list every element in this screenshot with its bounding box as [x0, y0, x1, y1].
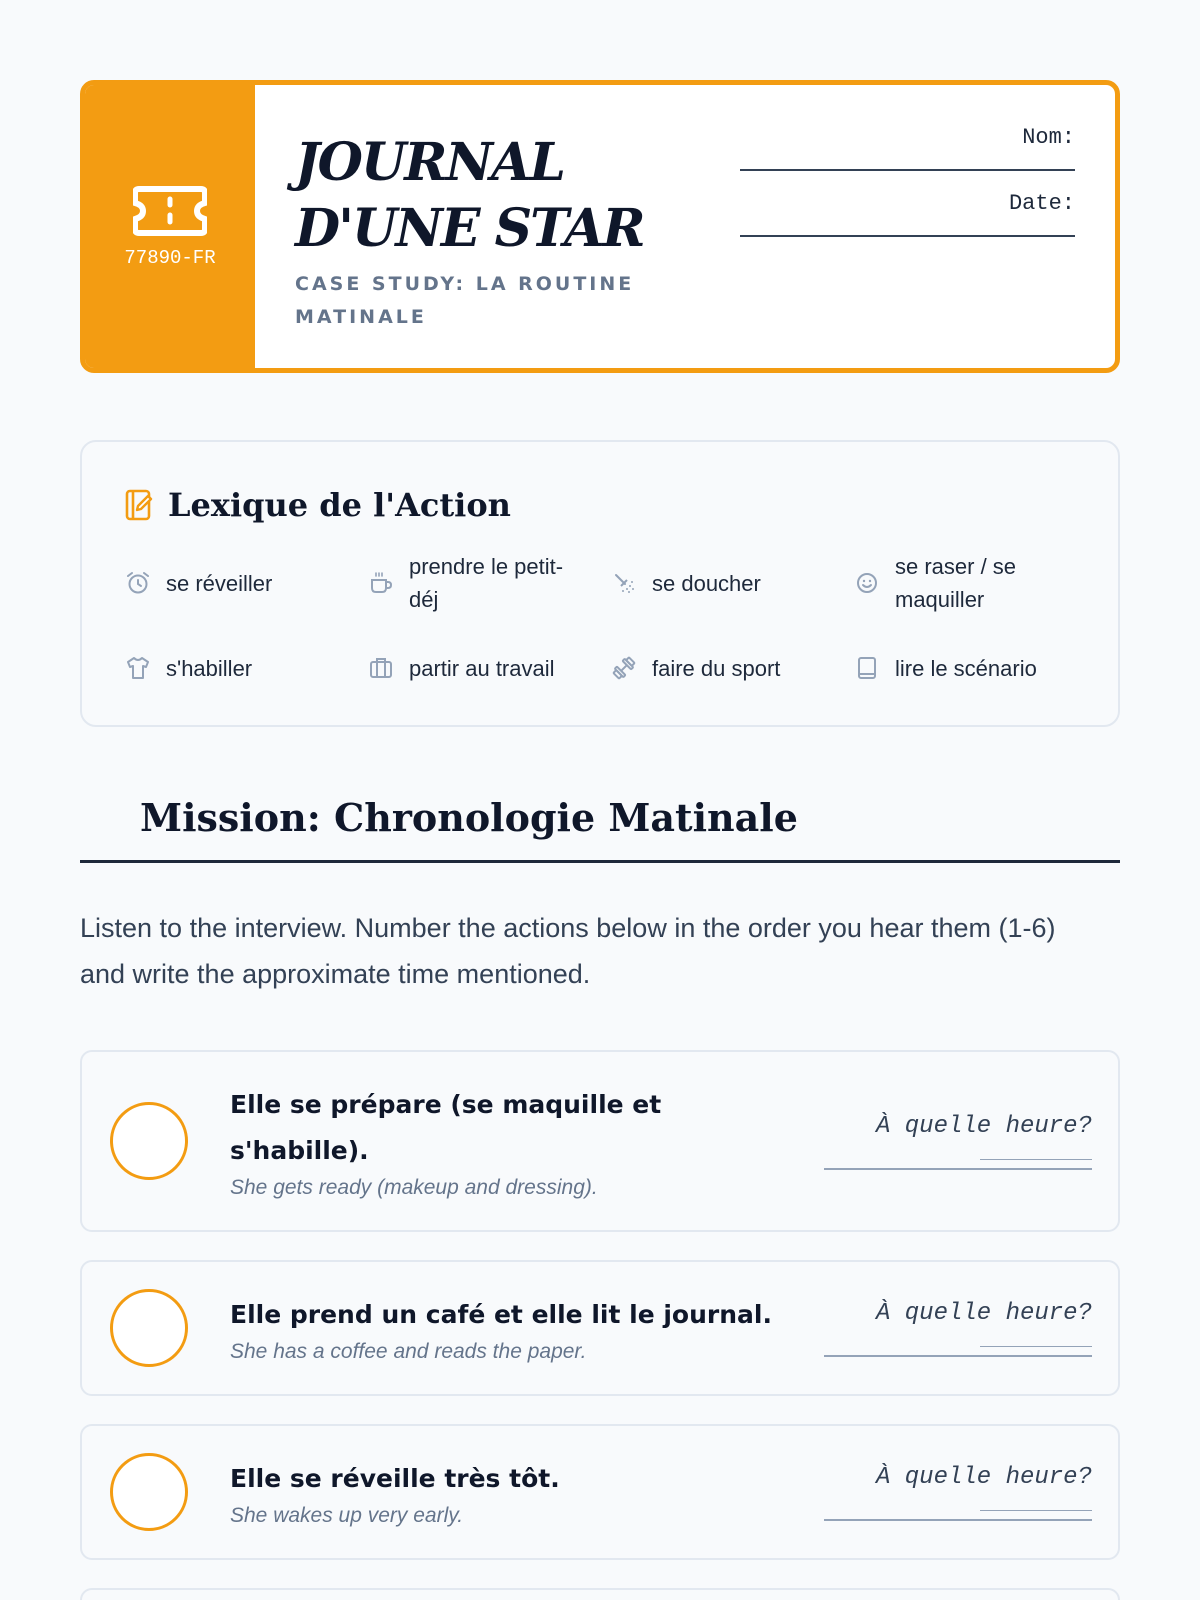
ticket-panel	[85, 85, 255, 368]
vocab-item	[124, 550, 347, 616]
vocab-item	[610, 644, 833, 692]
time-answer-line[interactable]	[824, 1168, 1092, 1170]
mission-title: Mission: Chronologie Matinale	[140, 795, 798, 840]
order-number-circle[interactable]	[110, 1453, 188, 1531]
task-french: Elle prend un café et elle lit le journal.	[230, 1300, 772, 1329]
header-card	[80, 80, 1120, 373]
student-info	[740, 125, 1075, 257]
date-label: Date:	[1008, 191, 1075, 216]
vocab-label: faire du sport	[652, 655, 781, 681]
task-card	[80, 1588, 1120, 1600]
time-question: À quelle heure?	[875, 1463, 1092, 1491]
name-field[interactable]	[740, 125, 1075, 171]
task-english: She wakes up very early.	[230, 1504, 464, 1527]
vocab-item	[853, 550, 1076, 616]
vocab-label: lire le scénario	[895, 655, 1037, 681]
vocab-label: se doucher	[652, 570, 761, 596]
time-answer-line[interactable]	[824, 1519, 1092, 1521]
task-text	[230, 1082, 824, 1200]
briefcase-icon	[367, 655, 395, 681]
date-field[interactable]	[740, 191, 1075, 237]
task-text	[230, 1456, 824, 1528]
time-question: À quelle heure?	[875, 1112, 1092, 1140]
vocab-item	[367, 550, 590, 616]
vocab-item	[124, 644, 347, 692]
title-line-1: JOURNAL	[295, 132, 564, 193]
time-answer-line[interactable]	[824, 1355, 1092, 1357]
coffee-cup-icon	[367, 570, 395, 596]
task-card	[80, 1050, 1120, 1232]
smile-icon	[853, 570, 881, 596]
task-english: She has a coffee and reads the paper.	[230, 1340, 587, 1363]
task-list	[80, 1050, 1120, 1600]
dumbbell-icon	[610, 655, 638, 681]
page-title	[295, 130, 675, 262]
name-line[interactable]	[740, 169, 1075, 171]
order-number-circle[interactable]	[110, 1289, 188, 1367]
shower-icon	[610, 570, 638, 596]
vocabulary-box	[80, 440, 1120, 727]
time-answer[interactable]	[824, 1300, 1092, 1357]
ticket-code: 77890-FR	[124, 246, 216, 269]
task-english: She gets ready (makeup and dressing).	[230, 1176, 598, 1199]
header-main	[255, 85, 1115, 368]
task-card	[80, 1424, 1120, 1560]
ticket-icon	[133, 185, 207, 237]
vocab-item	[610, 550, 833, 616]
notebook-edit-icon	[124, 488, 154, 522]
book-icon	[853, 655, 881, 681]
alarm-clock-icon	[124, 570, 152, 596]
time-answer[interactable]	[824, 1113, 1092, 1170]
task-french: Elle se réveille très tôt.	[230, 1464, 560, 1493]
vocab-item	[367, 644, 590, 692]
vocabulary-grid	[124, 550, 1076, 692]
page-subtitle: CASE STUDY: LA ROUTINE MATINALE	[295, 273, 635, 328]
vocab-label: s'habiller	[166, 655, 253, 681]
vocab-item	[853, 644, 1076, 692]
task-text	[230, 1292, 824, 1364]
vocab-label: se réveiller	[166, 570, 273, 596]
name-label: Nom:	[1022, 125, 1075, 150]
instructions: Listen to the interview. Number the actions below in the order you hear them (1-6) and write the approximate time mentioned.	[80, 913, 1056, 989]
vocab-label: se raser / se maquiller	[895, 554, 1017, 612]
vocabulary-title: Lexique de l'Action	[168, 486, 511, 524]
vocab-label: partir au travail	[409, 655, 555, 681]
title-line-2: D'UNE STAR	[295, 198, 644, 259]
order-number-circle[interactable]	[110, 1102, 188, 1180]
shirt-icon	[124, 655, 152, 681]
time-answer[interactable]	[824, 1464, 1092, 1521]
task-card	[80, 1260, 1120, 1396]
vocab-label: prendre le petit-déj	[409, 554, 564, 612]
mission-divider	[80, 860, 1120, 863]
vocabulary-header	[124, 486, 1076, 524]
task-french: Elle se prépare (se maquille et s'habille).	[230, 1090, 662, 1165]
date-line[interactable]	[740, 235, 1075, 237]
time-question: À quelle heure?	[875, 1299, 1092, 1327]
